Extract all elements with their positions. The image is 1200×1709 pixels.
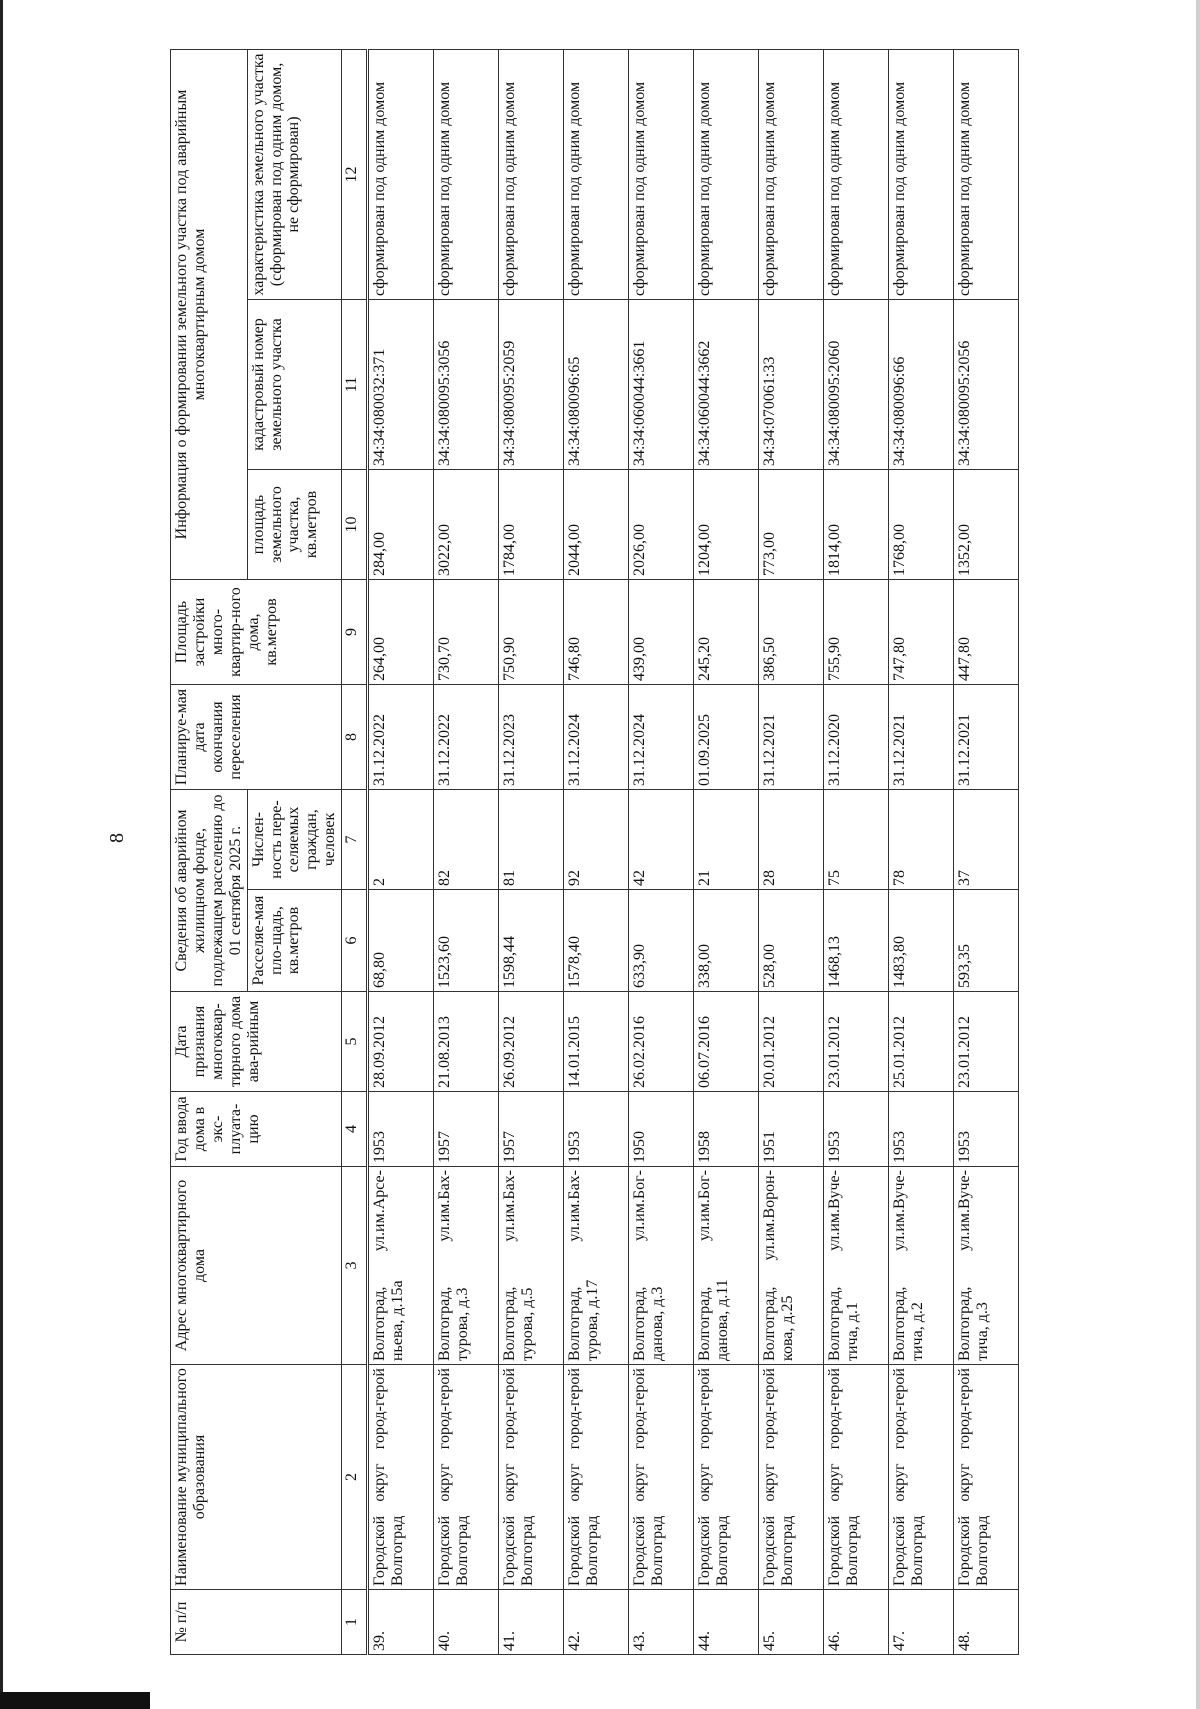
address-cell: Волгоград, ул.им.Бог-данова, д.11 xyxy=(694,1167,759,1365)
row-number: 41. xyxy=(499,1590,564,1655)
plot-characteristic-cell: сформирован под одним домом xyxy=(824,49,889,299)
building-area-cell: 386,50 xyxy=(759,580,824,685)
table-row xyxy=(824,49,889,1654)
municipality-cell: Городской округ город-герой Волгоград xyxy=(694,1365,759,1590)
municipality-cell: Городской округ город-герой Волгоград xyxy=(368,1365,434,1590)
scan-edge-right xyxy=(1196,0,1200,1709)
plot-characteristic-cell: сформирован под одним домом xyxy=(629,49,694,299)
address-cell: Волгоград, ул.им.Бах-турова, д.3 xyxy=(434,1167,499,1365)
row-number: 45. xyxy=(759,1590,824,1655)
plot-characteristic-cell: сформирован под одним домом xyxy=(759,49,824,299)
building-area-cell: 746,80 xyxy=(564,580,629,685)
plot-area-cell: 2044,00 xyxy=(564,470,629,580)
cadastral-number-cell: 34:34:060044:3662 xyxy=(694,300,759,470)
building-area-cell: 447,80 xyxy=(954,580,1019,685)
building-area-cell: 245,20 xyxy=(694,580,759,685)
resettled-area-cell: 1578,40 xyxy=(564,890,629,992)
emergency-date-cell: 26.09.2012 xyxy=(499,992,564,1092)
header-land-plot-group: Информация о формировании земельного участка под аварийным многоквартирным домом xyxy=(171,49,248,579)
column-number: 9 xyxy=(342,580,368,685)
column-number: 3 xyxy=(342,1167,368,1365)
planned-date-cell: 31.12.2023 xyxy=(499,685,564,790)
plot-area-cell: 3022,00 xyxy=(434,470,499,580)
emergency-date-cell: 28.09.2012 xyxy=(368,992,434,1092)
column-number: 1 xyxy=(342,1590,368,1655)
plot-characteristic-cell: сформирован под одним домом xyxy=(694,49,759,299)
cadastral-number-cell: 34:34:070061:33 xyxy=(759,300,824,470)
column-number: 10 xyxy=(342,470,368,580)
residents-count-cell: 75 xyxy=(824,790,889,890)
residents-count-cell: 21 xyxy=(694,790,759,890)
commission-year-cell: 1953 xyxy=(368,1092,434,1167)
commission-year-cell: 1958 xyxy=(694,1092,759,1167)
emergency-date-cell: 06.07.2016 xyxy=(694,992,759,1092)
plot-characteristic-cell: сформирован под одним домом xyxy=(434,49,499,299)
header-emergency-fund-group: Сведения об аварийном жилищном фонде, подлежащем расселению до 01 сентября 2025 г. xyxy=(171,790,248,992)
cadastral-number-cell: 34:34:080096:66 xyxy=(889,300,954,470)
planned-date-cell: 31.12.2022 xyxy=(368,685,434,790)
address-cell: Волгоград, ул.им.Вуче-тича, д.2 xyxy=(889,1167,954,1365)
municipality-cell: Городской округ город-герой Волгоград xyxy=(824,1365,889,1590)
column-number: 11 xyxy=(342,300,368,470)
building-area-cell: 755,90 xyxy=(824,580,889,685)
residents-count-cell: 82 xyxy=(434,790,499,890)
plot-characteristic-cell: сформирован под одним домом xyxy=(564,49,629,299)
planned-date-cell: 31.12.2022 xyxy=(434,685,499,790)
resettled-area-cell: 338,00 xyxy=(694,890,759,992)
commission-year-cell: 1953 xyxy=(564,1092,629,1167)
column-number: 6 xyxy=(342,890,368,992)
building-area-cell: 439,00 xyxy=(629,580,694,685)
commission-year-cell: 1957 xyxy=(434,1092,499,1167)
commission-year-cell: 1950 xyxy=(629,1092,694,1167)
header-emergency-date: Дата признания многоквар-тирного дома ава-рийным xyxy=(171,992,342,1092)
cadastral-number-cell: 34:34:060044:3661 xyxy=(629,300,694,470)
header-municipality: Наименование муниципального образования xyxy=(171,1365,342,1590)
planned-date-cell: 31.12.2021 xyxy=(889,685,954,790)
header-commission-year: Год ввода дома в экс-плуата-цию xyxy=(171,1092,342,1167)
resettled-area-cell: 528,00 xyxy=(759,890,824,992)
address-cell: Волгоград, ул.им.Бог-данова, д.3 xyxy=(629,1167,694,1365)
residents-count-cell: 42 xyxy=(629,790,694,890)
row-number: 43. xyxy=(629,1590,694,1655)
commission-year-cell: 1957 xyxy=(499,1092,564,1167)
building-area-cell: 264,00 xyxy=(368,580,434,685)
commission-year-cell: 1951 xyxy=(759,1092,824,1167)
resettled-area-cell: 1523,60 xyxy=(434,890,499,992)
rotated-table-container xyxy=(170,50,1130,1655)
planned-date-cell: 31.12.2020 xyxy=(824,685,889,790)
header-address: Адрес многоквартирного дома xyxy=(171,1167,342,1365)
table-row xyxy=(694,49,759,1654)
plot-area-cell: 1784,00 xyxy=(499,470,564,580)
planned-date-cell: 01.09.2025 xyxy=(694,685,759,790)
table-row xyxy=(759,49,824,1654)
resettled-area-cell: 68,80 xyxy=(368,890,434,992)
residents-count-cell: 92 xyxy=(564,790,629,890)
address-cell: Волгоград, ул.им.Арсе-ньева, д.15а xyxy=(368,1167,434,1365)
residents-count-cell: 2 xyxy=(368,790,434,890)
cadastral-number-cell: 34:34:080095:3056 xyxy=(434,300,499,470)
header-num: № п/п xyxy=(171,1590,342,1655)
address-cell: Волгоград, ул.им.Вуче-тича, д.1 xyxy=(824,1167,889,1365)
municipality-cell: Городской округ город-герой Волгоград xyxy=(564,1365,629,1590)
commission-year-cell: 1953 xyxy=(954,1092,1019,1167)
header-plot-characteristic: характеристика земельного участка (сформирован под одним домом, не сформирован) xyxy=(247,49,342,299)
commission-year-cell: 1953 xyxy=(824,1092,889,1167)
row-number: 40. xyxy=(434,1590,499,1655)
header-cadastral-number: кадастровый номер земельного участка xyxy=(247,300,342,470)
header-residents-count: Числен-ность пере-селяемых граждан, человек xyxy=(247,790,342,890)
planned-date-cell: 31.12.2024 xyxy=(629,685,694,790)
building-area-cell: 750,90 xyxy=(499,580,564,685)
cadastral-number-cell: 34:34:080096:65 xyxy=(564,300,629,470)
column-number: 7 xyxy=(342,790,368,890)
emergency-date-cell: 26.02.2016 xyxy=(629,992,694,1092)
column-number: 5 xyxy=(342,992,368,1092)
plot-area-cell: 284,00 xyxy=(368,470,434,580)
municipality-cell: Городской округ город-герой Волгоград xyxy=(434,1365,499,1590)
plot-characteristic-cell: сформирован под одним домом xyxy=(889,49,954,299)
municipality-cell: Городской округ город-герой Волгоград xyxy=(759,1365,824,1590)
resettled-area-cell: 1483,80 xyxy=(889,890,954,992)
cadastral-number-cell: 34:34:080032:371 xyxy=(368,300,434,470)
emergency-date-cell: 14.01.2015 xyxy=(564,992,629,1092)
commission-year-cell: 1953 xyxy=(889,1092,954,1167)
row-number: 48. xyxy=(954,1590,1019,1655)
scan-edge-bottom xyxy=(0,1692,150,1709)
plot-area-cell: 1204,00 xyxy=(694,470,759,580)
address-cell: Волгоград, ул.им.Вуче-тича, д.3 xyxy=(954,1167,1019,1365)
cadastral-number-cell: 34:34:080095:2056 xyxy=(954,300,1019,470)
table-row xyxy=(889,49,954,1654)
table-row xyxy=(629,49,694,1654)
resettled-area-cell: 593,35 xyxy=(954,890,1019,992)
plot-area-cell: 773,00 xyxy=(759,470,824,580)
residents-count-cell: 78 xyxy=(889,790,954,890)
residents-count-cell: 81 xyxy=(499,790,564,890)
residents-count-cell: 28 xyxy=(759,790,824,890)
column-number: 8 xyxy=(342,685,368,790)
planned-date-cell: 31.12.2024 xyxy=(564,685,629,790)
row-number: 39. xyxy=(368,1590,434,1655)
municipality-cell: Городской округ город-герой Волгоград xyxy=(954,1365,1019,1590)
row-number: 42. xyxy=(564,1590,629,1655)
row-number: 46. xyxy=(824,1590,889,1655)
resettled-area-cell: 1598,44 xyxy=(499,890,564,992)
table-row xyxy=(954,49,1019,1654)
table-row xyxy=(434,49,499,1654)
planned-date-cell: 31.12.2021 xyxy=(954,685,1019,790)
column-number: 12 xyxy=(342,49,368,299)
resettled-area-cell: 633,90 xyxy=(629,890,694,992)
scan-edge-left xyxy=(0,0,3,1709)
municipality-cell: Городской округ город-герой Волгоград xyxy=(889,1365,954,1590)
address-cell: Волгоград, ул.им.Бах-турова, д.5 xyxy=(499,1167,564,1365)
plot-area-cell: 1814,00 xyxy=(824,470,889,580)
table-row xyxy=(499,49,564,1654)
address-cell: Волгоград, ул.им.Бах-турова, д.17 xyxy=(564,1167,629,1365)
header-planned-date: Планируе-мая дата окончания переселения xyxy=(171,685,342,790)
row-number: 44. xyxy=(694,1590,759,1655)
emergency-date-cell: 21.08.2013 xyxy=(434,992,499,1092)
plot-characteristic-cell: сформирован под одним домом xyxy=(368,49,434,299)
column-number: 4 xyxy=(342,1092,368,1167)
residents-count-cell: 37 xyxy=(954,790,1019,890)
header-resettled-area: Расселяе-мая пло-щадь, кв.метров xyxy=(247,890,342,992)
building-area-cell: 747,80 xyxy=(889,580,954,685)
column-number-row xyxy=(342,49,368,1654)
page-number: 8 xyxy=(106,833,128,843)
emergency-date-cell: 23.01.2012 xyxy=(824,992,889,1092)
address-cell: Волгоград, ул.им.Ворон-кова, д.25 xyxy=(759,1167,824,1365)
resettled-area-cell: 1468,13 xyxy=(824,890,889,992)
building-area-cell: 730,70 xyxy=(434,580,499,685)
emergency-housing-table xyxy=(170,49,1019,1655)
cadastral-number-cell: 34:34:080095:2059 xyxy=(499,300,564,470)
planned-date-cell: 31.12.2021 xyxy=(759,685,824,790)
table-body xyxy=(368,49,1019,1654)
cadastral-number-cell: 34:34:080095:2060 xyxy=(824,300,889,470)
header-building-area: Площадь застройки много-квартир-ного дома, кв.метров xyxy=(171,580,342,685)
header-row-1 xyxy=(171,49,248,1654)
table-row xyxy=(368,49,434,1654)
municipality-cell: Городской округ город-герой Волгоград xyxy=(629,1365,694,1590)
header-plot-area: площадь земельного участка, кв.метров xyxy=(247,470,342,580)
plot-characteristic-cell: сформирован под одним домом xyxy=(954,49,1019,299)
plot-area-cell: 1768,00 xyxy=(889,470,954,580)
emergency-date-cell: 25.01.2012 xyxy=(889,992,954,1092)
plot-area-cell: 1352,00 xyxy=(954,470,1019,580)
plot-characteristic-cell: сформирован под одним домом xyxy=(499,49,564,299)
emergency-date-cell: 20.01.2012 xyxy=(759,992,824,1092)
row-number: 47. xyxy=(889,1590,954,1655)
column-number: 2 xyxy=(342,1365,368,1590)
plot-area-cell: 2026,00 xyxy=(629,470,694,580)
emergency-date-cell: 23.01.2012 xyxy=(954,992,1019,1092)
municipality-cell: Городской округ город-герой Волгоград xyxy=(499,1365,564,1590)
table-row xyxy=(564,49,629,1654)
